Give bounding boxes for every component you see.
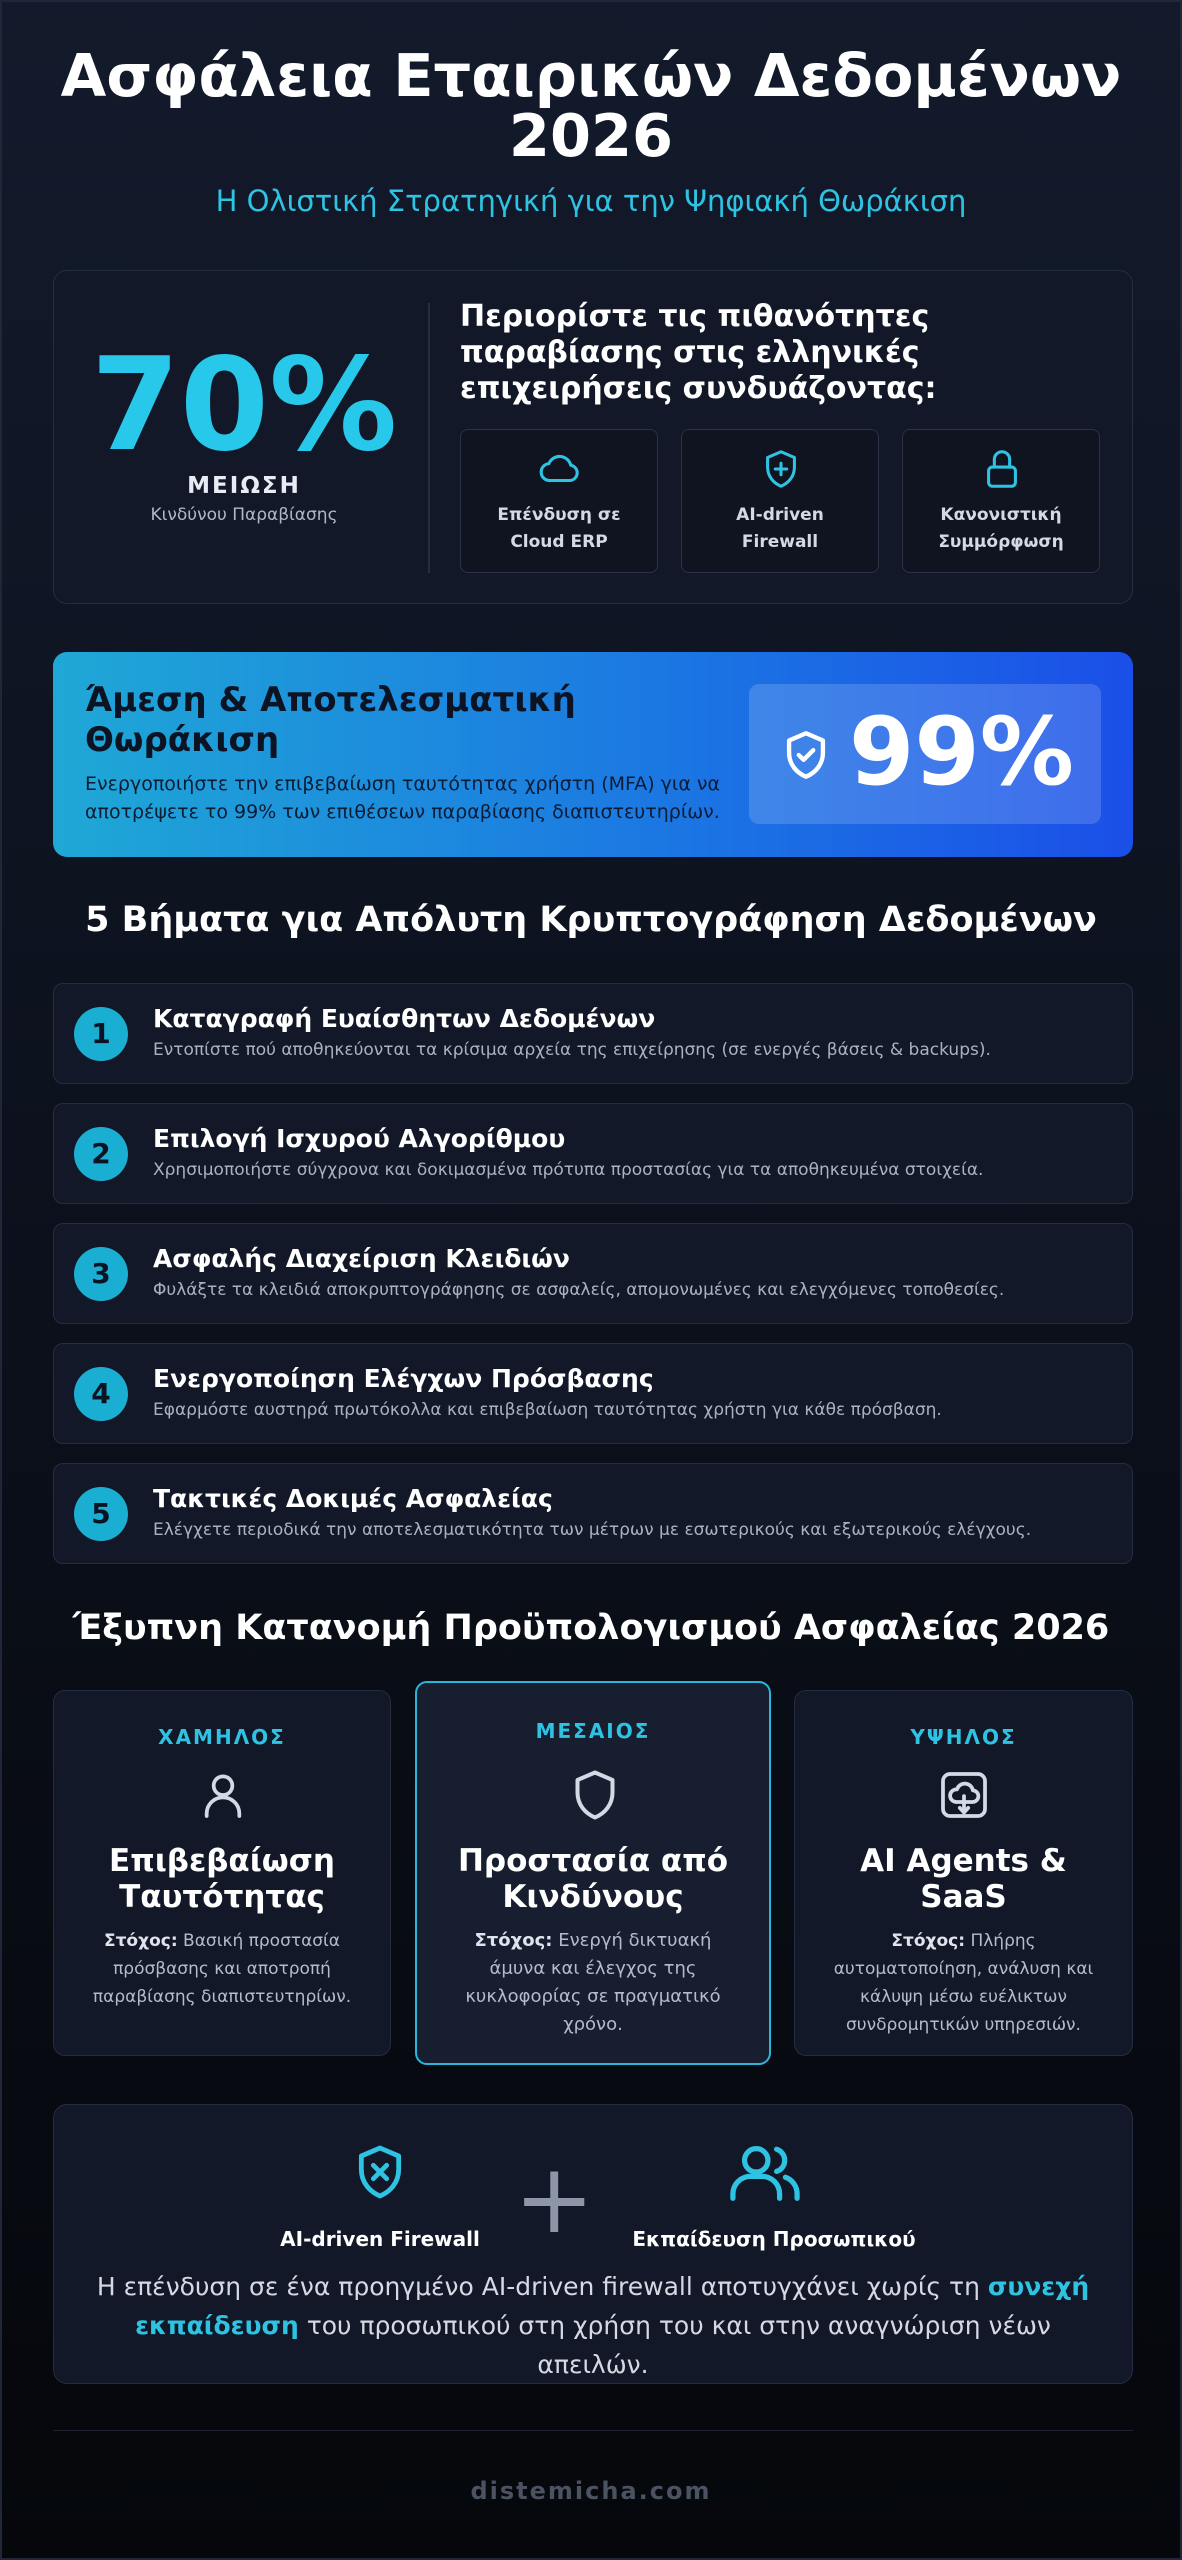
tier-goal: Στόχος: Βασική προστασία πρόσβασης και αποτροπή παραβίασης διαπιστευτηρίων. — [92, 1931, 352, 2007]
stat-heading: Περιορίστε τις πιθανότητες παραβίασης στις ελληνικές επιχειρήσεις συνδυάζοντας: — [460, 299, 937, 406]
combo-text: Η επένδυση σε ένα προηγμένο AI-driven firewall αποτυγχάνει χωρίς τη συνεχή εκπαίδευση του προσωπικού στη χρήση του και στην αναγνώριση νέων απειλών. — [96, 2272, 1090, 2379]
steps-heading: 5 Βήματα για Απόλυτη Κρυπτογράφηση Δεδομένων — [85, 900, 1097, 940]
feature-label: AI-driven Firewall — [736, 505, 824, 552]
step-number: 4 — [74, 1367, 128, 1421]
tier-card-low — [53, 1690, 391, 2056]
title-line-1: Ασφάλεια Εταιρικών Δεδομένων — [60, 41, 1122, 110]
tier-name: Επιβεβαίωση Ταυτότητας — [109, 1843, 335, 1915]
step-description: Εφαρμόστε αυστηρά πρωτόκολλα και επιβεβαίωση ταυτότητας χρήστη για κάθε πρόσβαση. — [153, 1400, 942, 1420]
cloud-icon — [537, 446, 583, 492]
reduction-sublabel: Κινδύνου Παραβίασης — [150, 505, 338, 525]
title-line-2: 2026 — [508, 101, 674, 170]
step-description: Ελέγχετε περιοδικά την αποτελεσματικότητα των μέτρων με εσωτερικούς και εξωτερικούς ελέγχους. — [153, 1520, 1032, 1540]
lock-icon — [979, 446, 1025, 492]
list-item — [53, 1343, 1133, 1444]
firewall-label: AI-driven Firewall — [280, 2227, 480, 2251]
mfa-banner — [53, 652, 1133, 857]
feature-card-compliance — [902, 429, 1100, 573]
banner-value: 99% — [849, 698, 1074, 807]
plus-icon: + — [514, 2143, 595, 2255]
feature-card-cloud-erp — [460, 429, 658, 573]
step-number: 3 — [74, 1247, 128, 1301]
tier-name: AI Agents & SaaS — [860, 1843, 1067, 1915]
highlight-text: συνεχή εκπαίδευση — [135, 2272, 1090, 2340]
feature-label: Επένδυση σε Cloud ERP — [497, 505, 621, 552]
tier-level: ΧΑΜΗΛΟΣ — [158, 1725, 286, 1749]
tier-level: ΜΕΣΑΙΟΣ — [535, 1719, 651, 1743]
firewall-training-card — [53, 2104, 1133, 2384]
step-description: Φυλάξτε τα κλειδιά αποκρυπτογράφησης σε ασφαλείς, απομονωμένες και ελεγχόμενες τοποθεσίες. — [153, 1280, 1005, 1300]
step-title: Καταγραφή Ευαίσθητων Δεδομένων — [153, 1004, 656, 1033]
step-number: 5 — [74, 1487, 128, 1541]
step-description: Χρησιμοποιήστε σύγχρονα και δοκιμασμένα πρότυπα προστασίας για τα αποθηκευμένα στοιχεία. — [153, 1160, 984, 1180]
step-title: Ενεργοποίηση Ελέγχων Πρόσβασης — [153, 1364, 654, 1393]
step-title: Τακτικές Δοκιμές Ασφαλείας — [153, 1484, 553, 1513]
breach-reduction-card — [53, 270, 1133, 604]
list-item — [53, 1103, 1133, 1204]
step-description: Εντοπίστε πού αποθηκεύονται τα κρίσιμα αρχεία της επιχείρησης (σε ενεργές βάσεις & backups). — [153, 1040, 991, 1060]
tier-goal: Στόχος: Πλήρης αυτοματοποίηση, ανάλυση και κάλυψη μέσω ευέλικτων συνδρομητικών υπηρεσιών. — [833, 1931, 1094, 2035]
footer-divider — [53, 2430, 1133, 2431]
banner-title: Άμεση & Αποτελεσματική Θωράκιση — [85, 680, 576, 760]
user-icon — [195, 1767, 251, 1823]
training-label: Εκπαίδευση Προσωπικού — [632, 2227, 916, 2251]
list-item — [53, 1463, 1133, 1564]
footer-site: distemicha.com — [470, 2477, 712, 2505]
step-number: 1 — [74, 1007, 128, 1061]
tier-name: Προστασία από Κινδύνους — [457, 1843, 729, 1915]
budget-heading: Έξυπνη Κατανομή Προϋπολογισμού Ασφαλείας 2026 — [72, 1608, 1110, 1648]
banner-text: Ενεργοποιήστε την επιβεβαίωση ταυτότητας χρήστη (MFA) για να αποτρέψετε το 99% των επιθέσεων παραβίασης διαπιστευτηρίων. — [85, 773, 721, 823]
shield-x-icon — [348, 2137, 412, 2207]
cloud-upload-icon — [936, 1767, 992, 1823]
shield-icon — [565, 1763, 625, 1827]
shield-check-icon — [777, 724, 835, 786]
shield-plus-icon — [758, 446, 804, 492]
page-title — [42, 41, 1140, 170]
banner-stat-box — [749, 684, 1101, 824]
feature-label: Κανονιστική Συμμόρφωση — [938, 505, 1064, 552]
feature-card-ai-firewall — [681, 429, 879, 573]
tier-level: ΥΨΗΛΟΣ — [910, 1725, 1017, 1749]
list-item — [53, 1223, 1133, 1324]
divider — [428, 303, 430, 573]
page-subtitle: Η Ολιστική Στρατηγική για την Ψηφιακή Θωράκιση — [215, 184, 967, 218]
list-item — [53, 983, 1133, 1084]
tier-card-medium — [415, 1681, 771, 2065]
step-number: 2 — [74, 1127, 128, 1181]
step-title: Επιλογή Ισχυρού Αλγορίθμου — [153, 1124, 566, 1153]
reduction-value: 70% — [90, 331, 398, 480]
step-title: Ασφαλής Διαχείριση Κλειδιών — [153, 1244, 570, 1273]
users-icon — [724, 2137, 806, 2207]
reduction-label: ΜΕΙΩΣΗ — [187, 473, 301, 499]
tier-goal: Στόχος: Ενεργή δικτυακή άμυνα και έλεγχος της κυκλοφορίας σε πραγματικό χρόνο. — [465, 1930, 721, 2035]
tier-card-high — [794, 1690, 1133, 2056]
